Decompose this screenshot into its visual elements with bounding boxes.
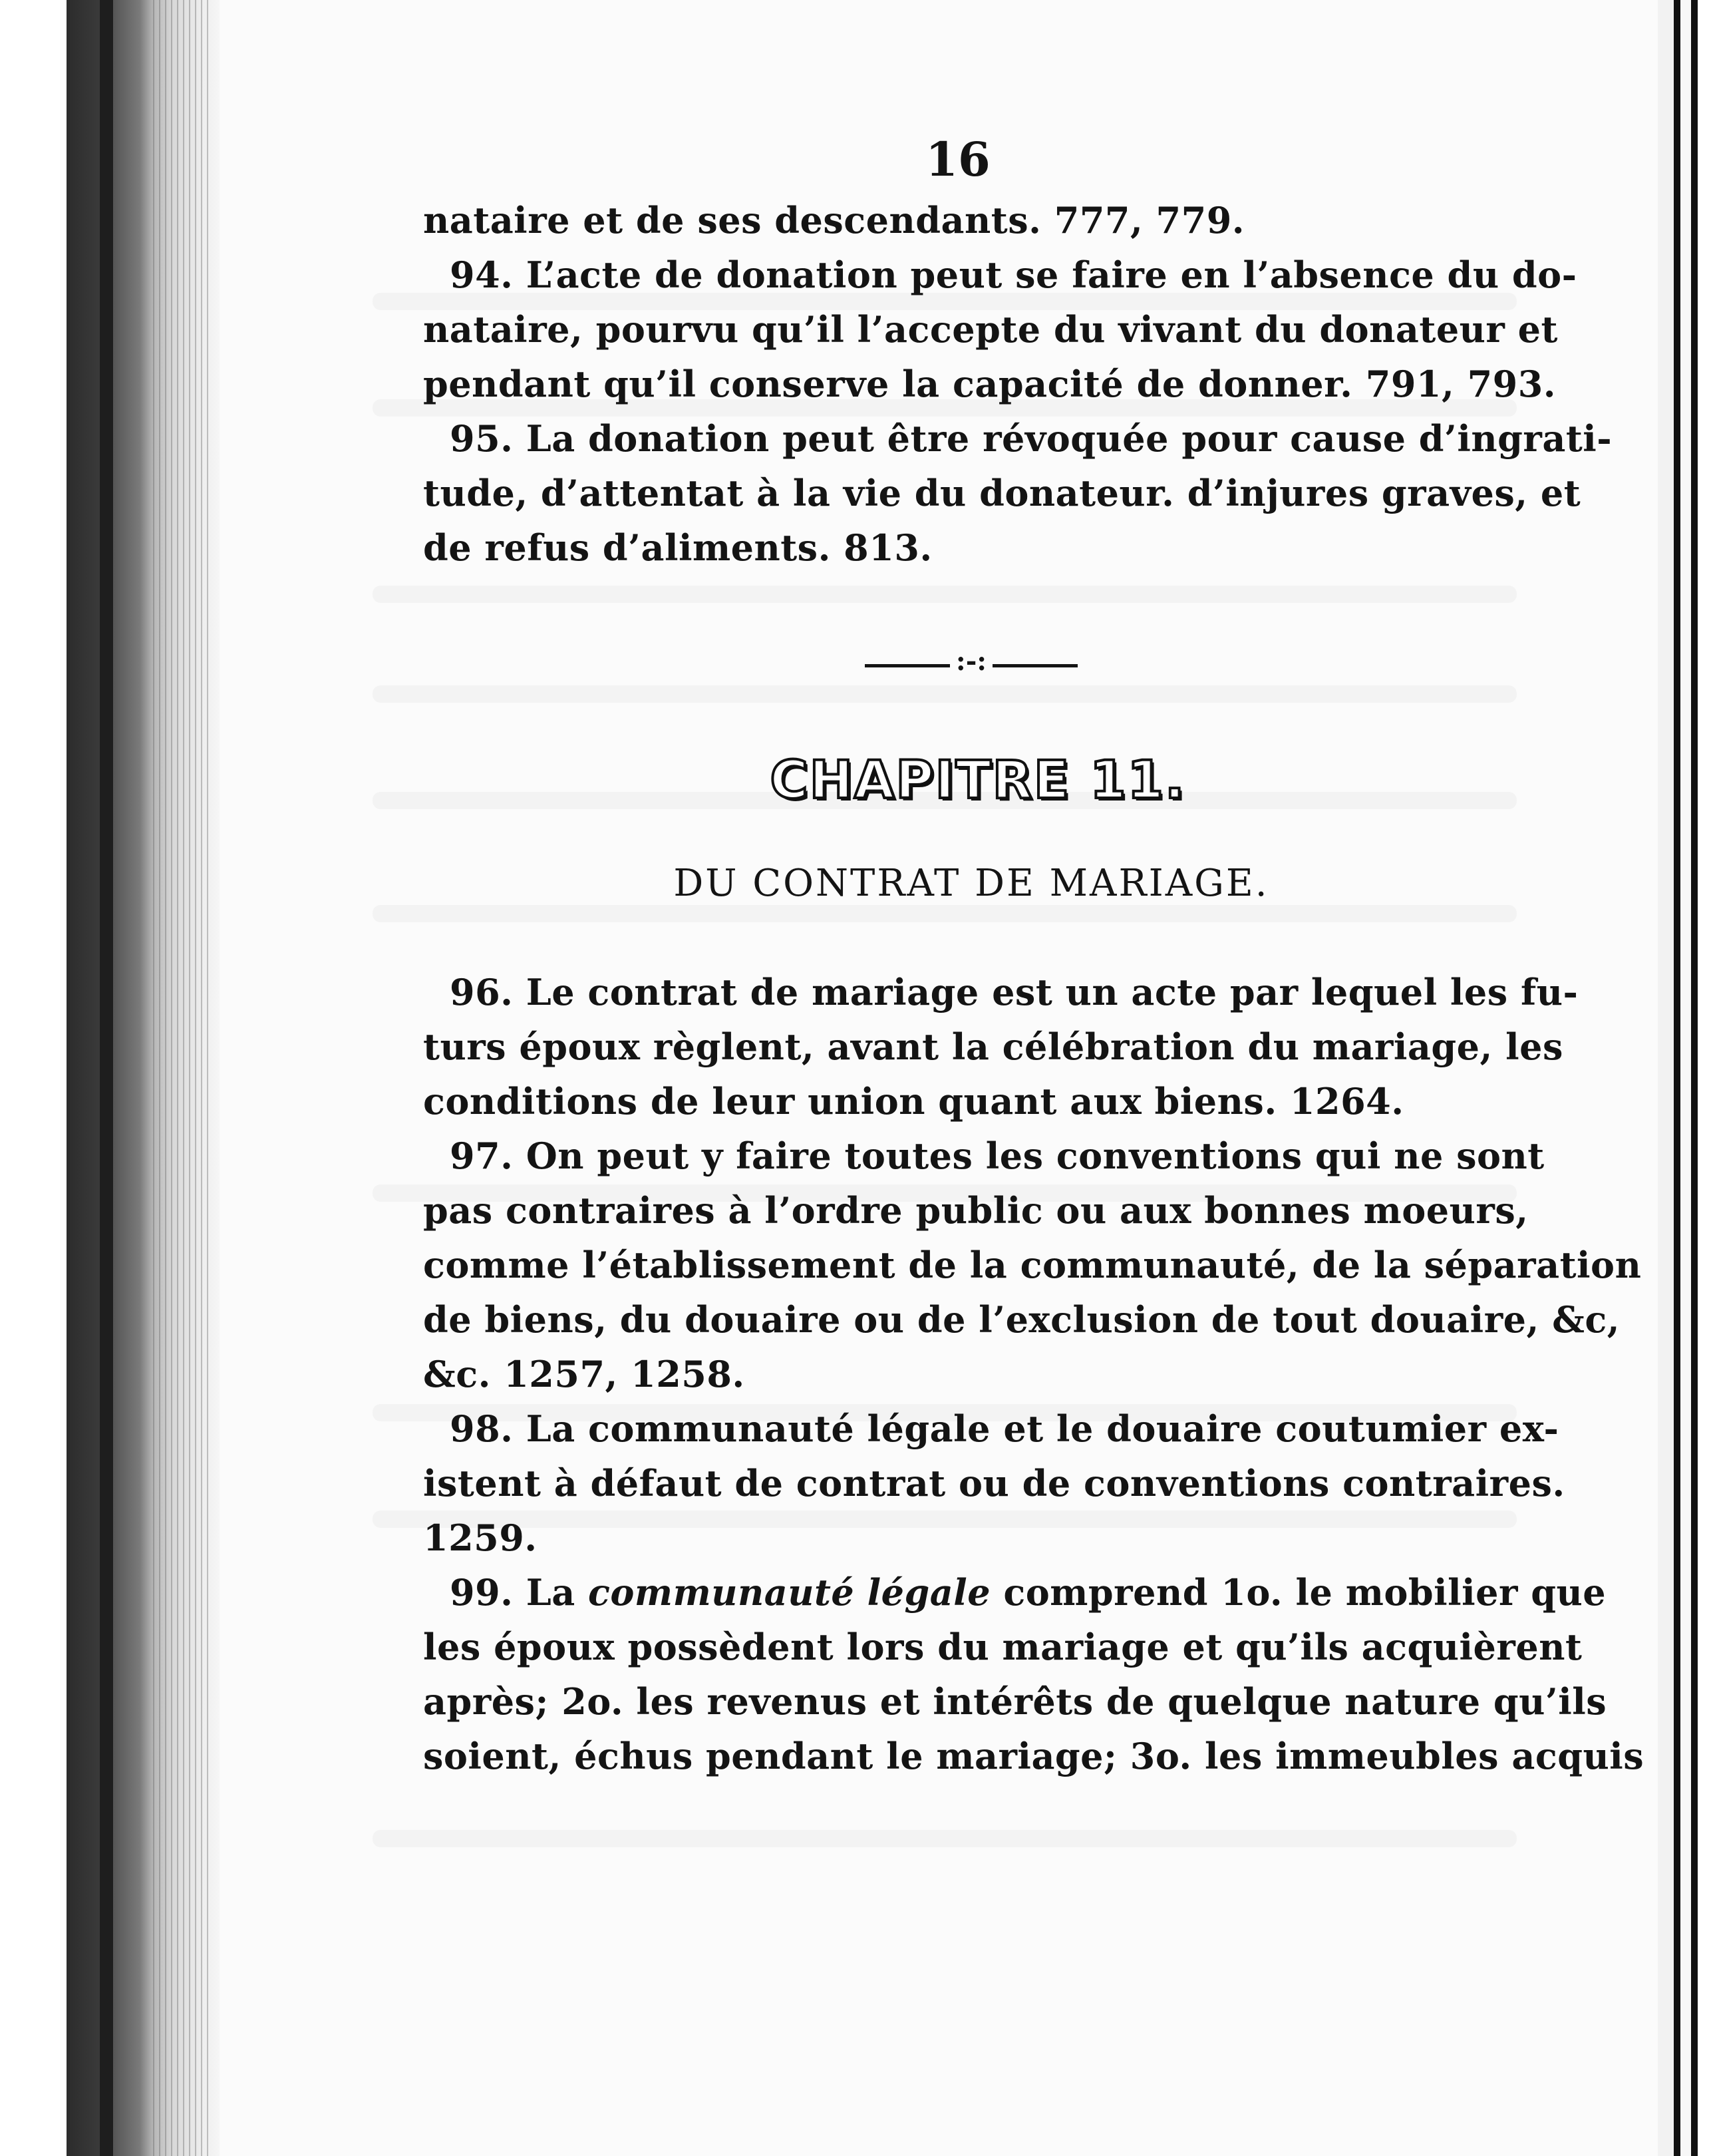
article-99-lead: 99. La	[450, 1571, 575, 1614]
bleed-through	[373, 586, 1517, 603]
text-line: 1259.	[423, 1517, 538, 1559]
text-line: tude, d’attentat à la vie du donateur. d’injures graves, et	[423, 472, 1581, 514]
article-99-line	[450, 1565, 1607, 1620]
text-line: pas contraires à l’ordre public ou aux bonnes moeurs,	[423, 1189, 1529, 1232]
text-line: de biens, du douaire ou de l’exclusion de tout douaire, &c,	[423, 1298, 1621, 1341]
text-line: pendant qu’il conserve la capacité de donner. 791, 793.	[423, 363, 1557, 405]
bleed-through	[373, 1830, 1517, 1847]
page-number: 16	[925, 132, 991, 187]
article-96-line: 96. Le contrat de mariage est un acte par lequel les fu-	[450, 971, 1579, 1013]
text-line: istent à défaut de contrat ou de conventions contraires.	[423, 1462, 1565, 1505]
page-edges	[153, 0, 213, 2156]
separator-mark: :-:	[955, 645, 987, 677]
text-line: soient, échus pendant le mariage; 3o. les immeubles acquis	[423, 1735, 1644, 1777]
article-94-line: 94. L’acte de donation peut se faire en l’absence du do-	[450, 254, 1577, 296]
text-line: après; 2o. les revenus et intérêts de quelque nature qu’ils	[423, 1680, 1607, 1723]
italic-term: communauté légale	[588, 1571, 991, 1614]
article-98-line: 98. La communauté légale et le douaire coutumier ex-	[450, 1407, 1559, 1450]
text-line: les époux possèdent lors du mariage et qu’ils acquièrent	[423, 1626, 1583, 1668]
text-line: conditions de leur union quant aux biens. 1264.	[423, 1080, 1404, 1123]
separator-rule	[865, 664, 950, 667]
article-95-line: 95. La donation peut être révoquée pour cause d’ingrati-	[450, 417, 1613, 460]
chapter-title: CHAPITRE 11.	[770, 751, 1186, 810]
text-line: comme l’établissement de la communauté, de la séparation	[423, 1244, 1642, 1286]
section-separator	[865, 645, 1078, 677]
text-line: turs époux règlent, avant la célébration du mariage, les	[423, 1025, 1563, 1068]
text-line: nataire, pourvu qu’il l’accepte du vivant du donateur et	[423, 308, 1558, 351]
text-line: &c. 1257, 1258.	[423, 1353, 745, 1395]
article-99-rest: comprend 1o. le mobilier que	[1003, 1571, 1607, 1614]
section-heading: DU CONTRAT DE MARIAGE.	[673, 862, 1269, 905]
text-line: de refus d’aliments. 813.	[423, 526, 933, 569]
right-binding-edge	[1658, 0, 1711, 2156]
text-line: nataire et de ses descendants. 777, 779.	[423, 199, 1245, 242]
separator-rule	[993, 664, 1078, 667]
bleed-through	[373, 685, 1517, 703]
article-97-line: 97. On peut y faire toutes les conventions qui ne sont	[450, 1135, 1545, 1177]
